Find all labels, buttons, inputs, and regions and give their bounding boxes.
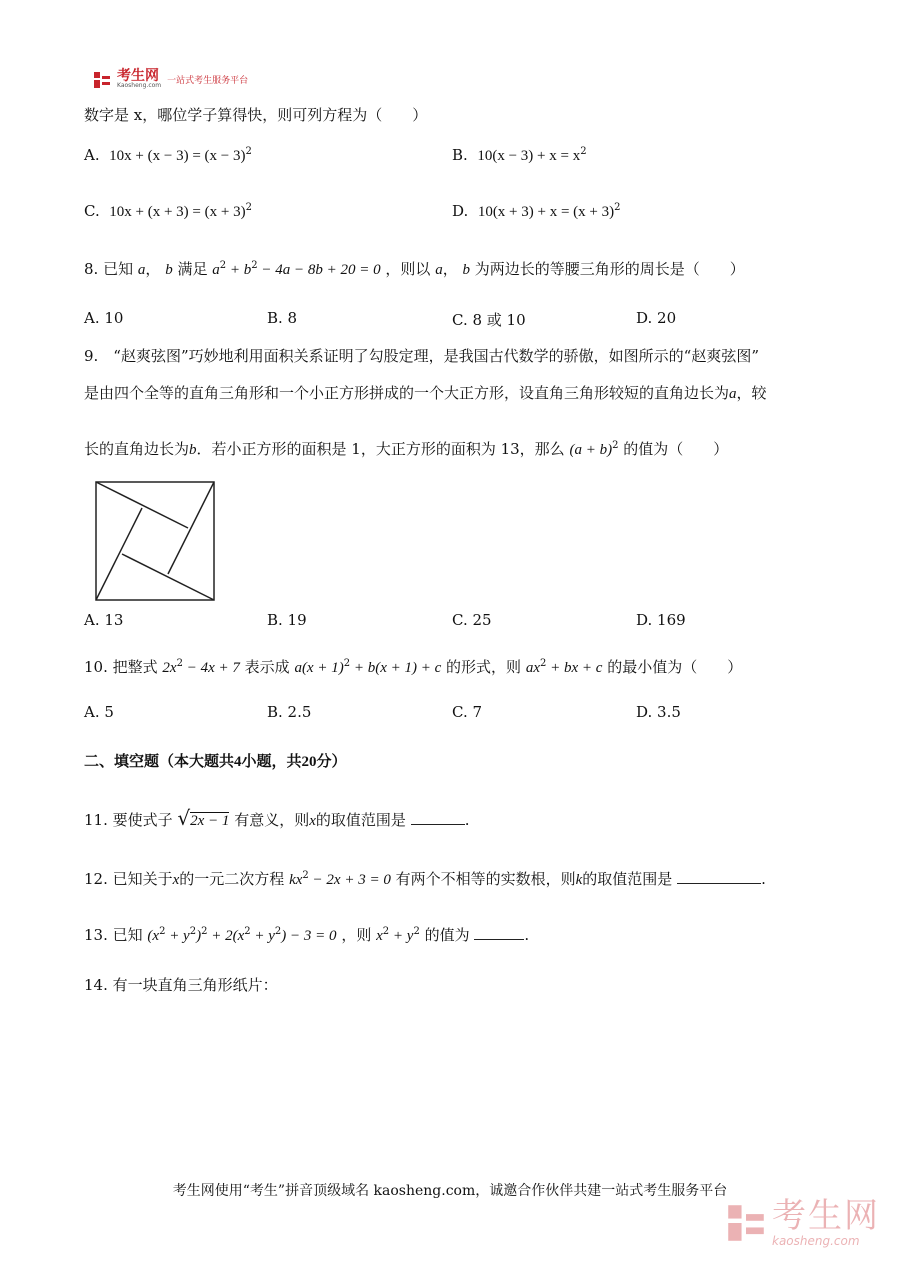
section-2-heading: 二、填空题（本大题共4小题，共20分） xyxy=(84,752,347,770)
q9-option-b: B. 19 xyxy=(267,611,307,629)
triangle-edge-4 xyxy=(96,508,142,600)
answer-blank[interactable] xyxy=(411,810,465,825)
q8-option-b: B. 8 xyxy=(267,309,298,327)
q10-option-c: C. 7 xyxy=(452,703,483,721)
header-logo xyxy=(93,70,248,89)
q7-option-d: D. $10(x + 3) + x = (x + 3)^2$ xyxy=(452,202,621,220)
q11: 11. 要使式子 √2x − 1 有意义，则x的取值范围是 . xyxy=(84,806,470,830)
q10-option-d: D. 3.5 xyxy=(636,703,681,721)
q9-option-a: A. 13 xyxy=(84,611,124,629)
answer-blank[interactable] xyxy=(474,925,524,940)
brand-domain: Kaosheng.com xyxy=(117,82,162,89)
q9-line-1: 9. “赵爽弦图”巧妙地利用面积关系证明了勾股定理，是我国古代数学的骄傲，如图所示的“赵爽弦图” xyxy=(84,347,759,365)
logo-text xyxy=(117,70,161,89)
zhao-shuang-diagram xyxy=(94,480,216,602)
brand-slogan: 一站式考生服务平台 xyxy=(167,76,249,86)
triangle-edge-1 xyxy=(96,482,188,528)
q7-option-a: A. $10x + (x - 3) = (x - 3)^2$ xyxy=(84,146,252,164)
brand-name: 考生网 xyxy=(117,68,159,84)
q7-option-b: B. $10(x - 3) + x = x^2$ xyxy=(452,146,587,164)
q12: 12. 已知关于x的一元二次方程 $kx^2 - 2x + 3 = 0$ 有两个不相等的实数根，则k的取值范围是 . xyxy=(84,870,766,888)
q10-stem: 10. 把整式 $2x^2 - 4x + 7$ 表示成 $a(x + 1)^2 + b(x + 1) + c$ 的形式，则 $ax^2$ + bx + c 的最小值为（ ） xyxy=(84,658,743,676)
watermark xyxy=(726,1198,880,1248)
q8-option-c: C. 8 或 10 xyxy=(452,311,526,329)
q9-line-2: 是由四个全等的直角三角形和一个小正方形拼成的一个大正方形，设直角三角形较短的直角边长为a，较 xyxy=(84,384,767,402)
q10-option-b: B. 2.5 xyxy=(267,703,312,721)
q7-stem: 数字是 x，哪位学子算得快，则可列方程为（ ） xyxy=(84,106,428,124)
q9-line-3: 长的直角边长为b．若小正方形的面积是 1，大正方形的面积为 13，那么 $(a + b)^2$ 的值为（ ） xyxy=(84,440,729,458)
q13: 13. 已知 $(x^2 + y^2)^2 + 2(x^2 + y^2) - 3 = 0$ ，则 $x^2 + y^2$ 的值为 . xyxy=(84,926,530,944)
watermark-domain: kaosheng.com xyxy=(772,1234,860,1248)
q9-option-d: D. 169 xyxy=(636,611,686,629)
watermark-text: 考生网 xyxy=(772,1196,880,1236)
q8-option-a: A. 10 xyxy=(84,309,124,327)
answer-blank[interactable] xyxy=(677,869,761,884)
triangle-edge-3 xyxy=(122,554,214,600)
q8-option-d: D. 20 xyxy=(636,309,677,327)
q9-option-c: C. 25 xyxy=(452,611,492,629)
kaosheng-logo-icon xyxy=(93,71,111,89)
q8-stem: 8. 已知 a， b 满足 $a^2 + b^2 - 4a - 8b + 20 = 0$ ，则以 a， b 为两边长的等腰三角形的周长是（ ） xyxy=(84,260,745,278)
q7-option-c: C. $10x + (x + 3) = (x + 3)^2$ xyxy=(84,202,252,220)
large-square xyxy=(96,482,214,600)
q14: 14. 有一块直角三角形纸片： xyxy=(84,976,278,994)
q10-option-a: A. 5 xyxy=(84,703,114,721)
triangle-edge-2 xyxy=(168,482,214,574)
footer-text: 考生网使用“考生”拼音顶级域名 kaosheng.com，诚邀合作伙伴共建一站式考生服务平台 xyxy=(172,1183,728,1199)
radical-sign: √ xyxy=(177,806,191,830)
kaosheng-watermark-icon xyxy=(726,1203,766,1243)
